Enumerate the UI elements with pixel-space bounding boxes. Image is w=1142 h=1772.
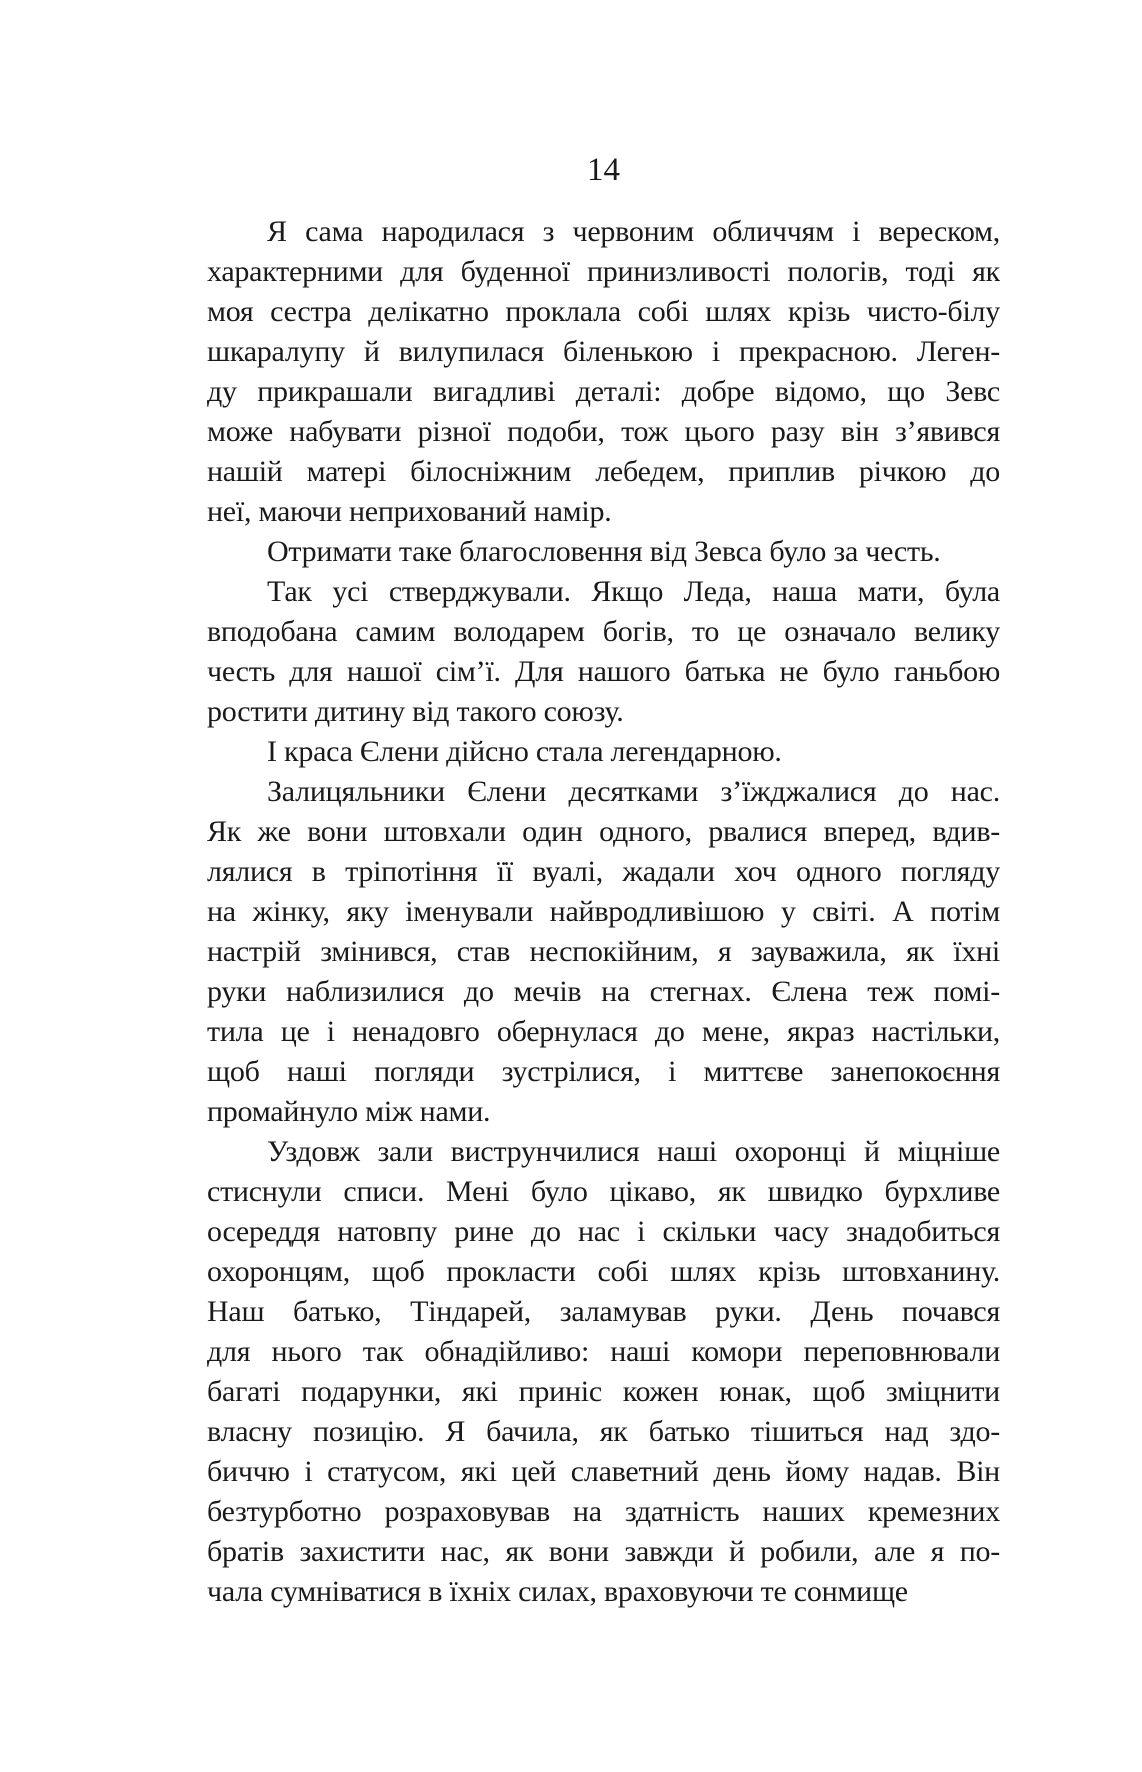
paragraph — [207, 212, 1000, 532]
text-line: Я сама народилася з червоним обличчям і вереском, — [267, 215, 1000, 248]
text-line: щоб наші погляди зустрілися, і миттєве занепокоєння — [207, 1055, 1000, 1088]
text-line: безтурботно розраховував на здатність наших кремезних — [207, 1495, 1000, 1528]
text-line: настрій змінився, став неспокійним, я зауважила, як їхні — [207, 935, 1000, 968]
text-line: тила це і ненадовго обернулася до мене, якраз настільки, — [207, 1015, 1000, 1048]
text-line: може набувати різної подоби, тож цього разу він з’явився — [207, 415, 1000, 448]
text-line: осереддя натовпу рине до нас і скільки часу знадобиться — [207, 1215, 1000, 1248]
text-line: стиснули списи. Мені було цікаво, як швидко бурхливе — [207, 1175, 1000, 1208]
text-line: Отримати таке благословення від Зевса було за честь. — [267, 535, 941, 568]
text-line: биччю і статусом, які цей славетний день йому надав. Він — [207, 1455, 1000, 1488]
text-line: шкаралупу й вилупилася біленькою і прекрасною. Леген- — [207, 335, 1000, 368]
text-line: лялися в тріпотіння її вуалі, жадали хоч одного погляду — [207, 855, 1000, 888]
text-line: ростити дитину від такого союзу. — [207, 695, 624, 728]
text-line: честь для нашої сім’ї. Для нашого батька не було ганьбою — [207, 655, 1000, 688]
text-line: неї, маючи неприхований намір. — [207, 495, 612, 528]
paragraph — [207, 772, 1000, 1132]
text-line: братів захистити нас, як вони завжди й робили, але я по- — [207, 1535, 1000, 1568]
text-line: багаті подарунки, які приніс кожен юнак, щоб зміцнити — [207, 1375, 1000, 1408]
text-line: власну позицію. Я бачила, як батько тішиться над здо- — [207, 1415, 1000, 1448]
text-line: вподобана самим володарем богів, то це означало велику — [207, 615, 1000, 648]
text-line: Наш батько, Тіндарей, заламував руки. День почався — [207, 1295, 1000, 1328]
text-line: чала сумніватися в їхніх силах, враховуючи те сонмище — [207, 1575, 908, 1608]
text-line: ду прикрашали вигадливі деталі: добре відомо, що Зевс — [207, 375, 1000, 408]
paragraph — [207, 572, 1000, 732]
text-line: охоронцям, щоб прокласти собі шлях крізь штовханину. — [207, 1255, 1000, 1288]
text-line: Так усі стверджували. Якщо Леда, наша мати, була — [267, 575, 1000, 608]
text-line: характерними для буденної принизливості пологів, тоді як — [207, 255, 1000, 288]
text-line: руки наблизилися до мечів на стегнах. Єлена теж помі- — [207, 975, 1000, 1008]
paragraph — [207, 732, 1000, 772]
paragraph — [207, 532, 1000, 572]
page-number: 14 — [587, 152, 620, 188]
text-line: Залицяльники Єлени десятками з’їжджалися до нас. — [267, 775, 1000, 808]
text-line: Як же вони штовхали один одного, рвалися вперед, вдив- — [207, 815, 1000, 848]
text-line: І краса Єлени дійсно стала легендарною. — [267, 735, 782, 768]
text-line: Уздовж зали виструнчилися наші охоронці й міцніше — [267, 1135, 1000, 1168]
text-block — [207, 212, 1000, 1612]
paragraph — [207, 1132, 1000, 1612]
text-line: на жінку, яку іменували найвродливішою у світі. А потім — [207, 895, 1000, 928]
text-line: моя сестра делікатно проклала собі шлях крізь чисто-білу — [207, 295, 1000, 328]
text-line: нашій матері білосніжним лебедем, приплив річкою до — [207, 455, 1000, 488]
text-line: для нього так обнадійливо: наші комори переповнювали — [207, 1335, 1000, 1368]
text-line: промайнуло між нами. — [207, 1095, 491, 1128]
